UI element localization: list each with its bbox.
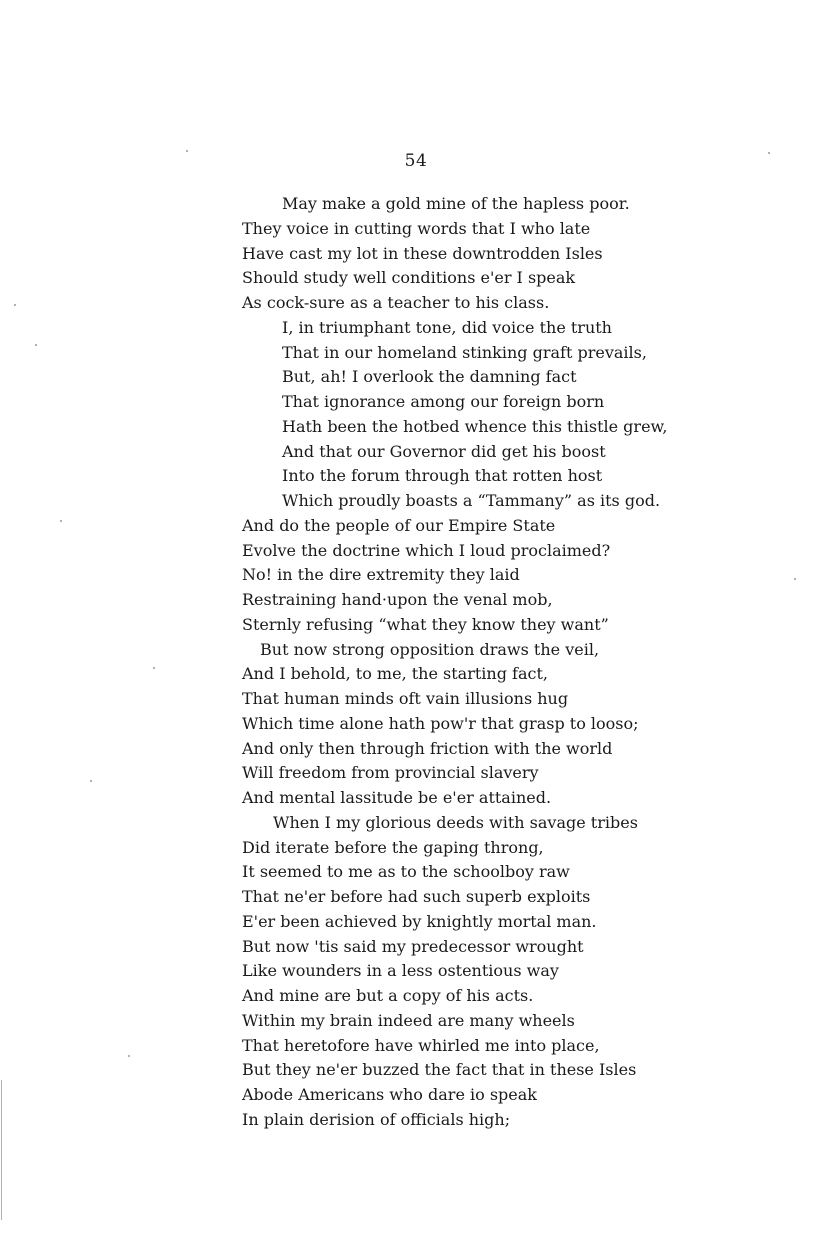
poem-line: But, ah! I overlook the damning fact bbox=[282, 367, 577, 387]
poem-line: That ignorance among our foreign born bbox=[282, 392, 605, 411]
scan-speck bbox=[768, 152, 770, 154]
scan-speck bbox=[60, 520, 62, 522]
poem-line: But now strong opposition draws the veil, bbox=[260, 639, 600, 659]
poem-line: They voice in cutting words that I who late bbox=[242, 218, 591, 238]
poem-line: That ne'er before had such superb exploits bbox=[242, 887, 591, 906]
poem-line: Did iterate before the gaping throng, bbox=[242, 837, 544, 857]
poem-line: And mine are but a copy of his acts. bbox=[242, 986, 534, 1005]
scan-speck bbox=[153, 667, 155, 669]
poem-line: Which proudly boasts a “Tammany” as its god. bbox=[282, 491, 661, 510]
poem-line: It seemed to me as to the schoolboy raw bbox=[242, 862, 570, 882]
poem-line: In plain derision of officials high; bbox=[242, 1109, 511, 1129]
poem-line: Within my brain indeed are many wheels bbox=[242, 1010, 575, 1030]
poem-line: When I my glorious deeds with savage tribes bbox=[273, 812, 638, 832]
poem-line: And only then through friction with the world bbox=[242, 738, 613, 758]
poem-line: And mental lassitude be e'er attained. bbox=[242, 788, 552, 807]
poem-line: Into the forum through that rotten host bbox=[282, 466, 603, 486]
poem-line: Hath been the hotbed whence this thistle grew, bbox=[282, 416, 668, 436]
poem-text bbox=[242, 192, 802, 1133]
poem-line: Should study well conditions e'er I speak bbox=[242, 268, 576, 288]
poem-line: I, in triumphant tone, did voice the truth bbox=[282, 317, 612, 337]
poem-line: And that our Governor did get his boost bbox=[282, 441, 606, 461]
scan-speck bbox=[794, 578, 796, 580]
poem-line: May make a gold mine of the hapless poor. bbox=[282, 194, 630, 213]
poem-line: Have cast my lot in these downtrodden Isles bbox=[242, 243, 603, 263]
poem-line: Which time alone hath pow'r that grasp to looso; bbox=[242, 713, 639, 733]
poem-line: And do the people of our Empire State bbox=[242, 515, 556, 535]
poem-line: Restraining hand·upon the venal mob, bbox=[242, 590, 553, 609]
poem-line: That heretofore have whirled me into place, bbox=[242, 1035, 600, 1055]
scan-speck bbox=[14, 304, 16, 306]
poem-line: Evolve the doctrine which I loud proclaimed? bbox=[242, 540, 611, 560]
scan-speck bbox=[186, 150, 188, 152]
scan-speck bbox=[90, 780, 92, 782]
poem-line: Sternly refusing “what they know they want” bbox=[242, 614, 609, 634]
poem-line: Abode Americans who dare io speak bbox=[242, 1085, 537, 1104]
poem-line: As cock-sure as a teacher to his class. bbox=[242, 293, 550, 312]
poem-line: That in our homeland stinking graft prevails, bbox=[282, 342, 647, 362]
poem-line: Will freedom from provincial slavery bbox=[242, 763, 539, 783]
page-number: 54 bbox=[404, 151, 428, 171]
poem-line: Like wounders in a less ostentious way bbox=[242, 961, 559, 981]
scan-edge-mark bbox=[1, 1080, 2, 1220]
poem-line: But they ne'er buzzed the fact that in these Isles bbox=[242, 1060, 637, 1080]
poem-line: But now 'tis said my predecessor wrought bbox=[242, 936, 584, 956]
poem-line: No! in the dire extremity they laid bbox=[242, 565, 520, 585]
scan-speck bbox=[35, 344, 37, 346]
poem-line: E'er been achieved by knightly mortal man. bbox=[242, 911, 597, 931]
poem-line: And I behold, to me, the starting fact, bbox=[242, 664, 548, 684]
scan-speck bbox=[128, 1055, 130, 1057]
poem-line: That human minds oft vain illusions hug bbox=[242, 689, 569, 708]
